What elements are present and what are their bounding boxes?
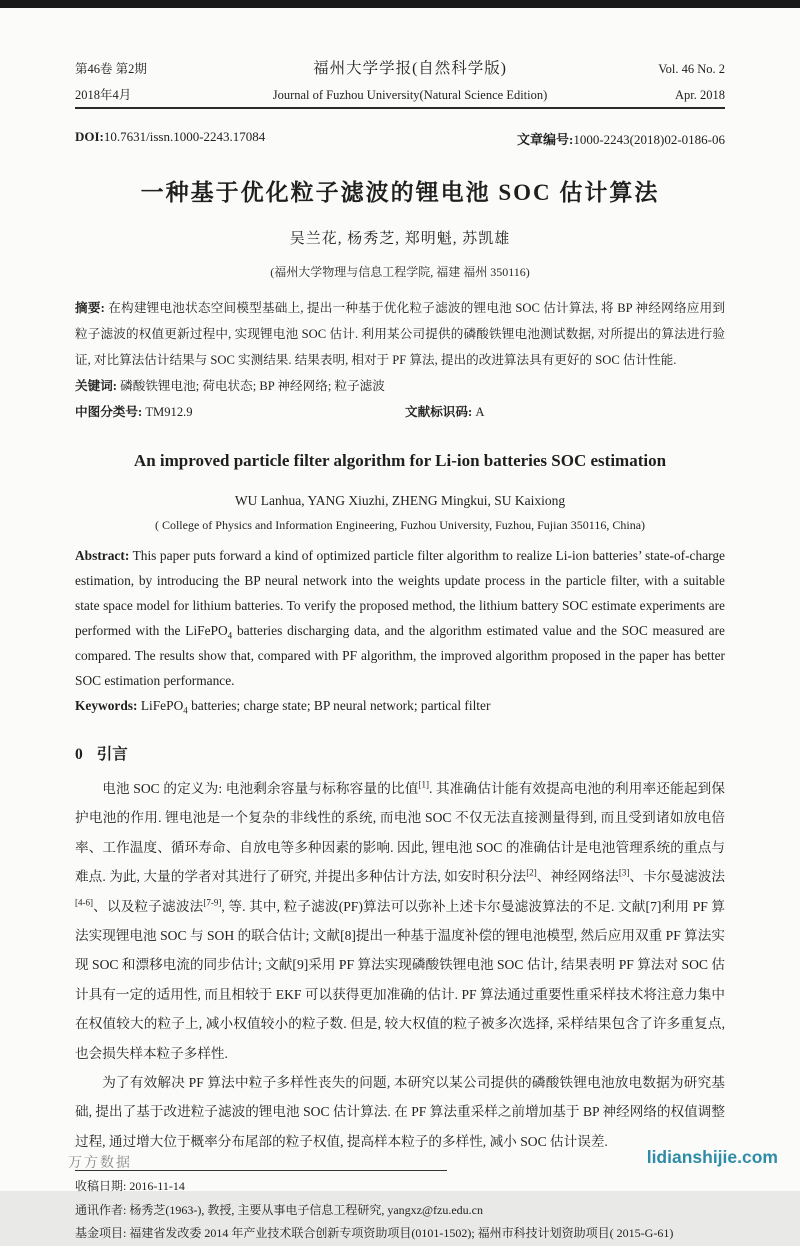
intro-paragraph-1: 电池 SOC 的定义为: 电池剩余容量与标称容量的比值[1]. 其准确估计能有效提高电池的利用率还能起到保护电池的作用. 锂电池是一个复杂的非线性的系统, 而电池 SOC 不仅无法直接测量得到, 而且受到诸如放电倍率、工作温度、循环寿命、自放电等多种因素的影响. 因此, 锂电池 SOC 的准确估计是电池管理系统的重点与难点. 为此, 大量的学者对其进行了研究, 并提出多种估计方法, 如安时积分法[2]、神经网络法[3]、卡尔曼滤波法[4-6]、以及粒子滤波法[7-9], 等. 其中, 粒子滤波(PF)算法可以弥补上述卡尔曼滤波算法的不足. 文献[7]利用 PF 算法实现锂电池 SOC 与 SOH 的联合估计; 文献[8]提出一种基于温度补偿的锂电池模型, 然后应用双重 PF 算法实现 SOC 和漂移电流的同步估计; 文献[9]采用 PF 算法实现磷酸铁锂电池 SOC 估计, 结果表明 PF 算法对 SOC 估计具有一定的适用性, 而且相较于 EKF 可以获得更加准确的估计. PF 算法通过重要性重采样技术将注意力集中在权值较大的粒子上, 减小权值较小的粒子数. 但是, 较大权值的粒子被多次选择, 采样结果包含了许多重复点, 也会损失样本粒子多样性. [75,779,726,1061]
footnote-corresponding: 通讯作者: 杨秀芝(1963-), 教授, 主要从事电子信息工程研究, yangxz@fzu.edu.cn [75,1202,484,1217]
abstract-label-en: Abstract: [75,548,130,563]
abstract-text-en: Abstract: This paper puts forward a kind of optimized particle filter algorithm to realize Li-ion batteries’ state-of-charge estimation, by introducing the BP neural network into the weights update process in the particle filter, with a suitable state space model for lithium batteries. To verify the proposed method, the lithium battery SOC estimate experiments are performed with the LiFePO$_4$ batteries discharging data, and the algorithm estimated value and the SOC measured are compared. The results show that, compared with PF algorithm, the improved algorithm proposed in the paper has better SOC estimation performance. [75,548,725,688]
article-number-value: 1000-2243(2018)02-0186-06 [573,132,725,147]
section-heading-intro [75,742,725,764]
chemical-subscript: 4 [227,630,233,641]
abstract-label-cn: 摘要: [75,301,105,315]
abstract-en [75,543,725,718]
keywords-en: Keywords: LiFePO$_4$ batteries; charge state; BP neural network; partical filter [75,698,491,716]
abstract-cn [75,295,725,425]
section-title: 引言 [96,746,128,763]
classification-row [75,399,725,425]
keywords-label-cn: 关键词: [75,379,117,393]
intro-paragraph-2: 为了有效解决 PF 算法中粒子多样性丧失的问题, 本研究以某公司提供的磷酸铁锂电池放电数据为研究基础, 提出了基于改进粒子滤波的锂电池 SOC 估计算法. 在 PF 算法重采样之前增加基于 BP 神经网络的权值调整过程, 通过增大位于概率分布尾部的粒子权值, 提高样本粒子的多样性, 减小 SOC 估计误差. [75,1075,725,1149]
footnote-block [75,1170,725,1246]
affiliation-en: ( College of Physics and Information Engineering, Fuzhou University, Fuzhou, Fujian 350116, China) [154,518,646,532]
section-number: 0 [75,746,83,763]
scan-edge-top [0,0,800,8]
authors-en: WU Lanhua, YANG Xiuzhi, ZHENG Mingkui, SU Kaixiong [234,493,566,508]
doi-article-row [75,129,725,148]
doi [75,129,265,148]
doi-value: 10.7631/issn.1000-2243.17084 [103,129,266,144]
doi-label: DOI: [75,129,104,144]
paper-title-en: An improved particle filter algorithm for Li-ion batteries SOC estimation [133,451,667,470]
footnote-received: 收稿日期: 2016-11-14 [75,1179,185,1194]
citation-ref: [7-9] [203,897,222,908]
volume-issue-cn: 第46卷 第2期 [75,62,147,76]
footnote-fund: 基金项目: 福建省发改委 2014 年产业技术联合创新专项资助项目(0101-1502); 福州市科技计划资助项目( 2015-G-61) [75,1226,674,1241]
citation-ref: [3] [618,867,630,878]
paper-title-cn: 一种基于优化粒子滤波的锂电池 SOC 估计算法 [140,180,660,205]
journal-title-en: Journal of Fuzhou University(Natural Science Edition) [272,88,548,102]
issue-date-en: Apr. 2018 [675,88,725,102]
citation-ref: [4-6] [75,897,93,908]
chemical-subscript: 4 [183,705,188,716]
lidianshijie-watermark[interactable]: lidianshijie.com [646,1147,778,1167]
document-code: 文献标识码: A [405,405,485,419]
affiliation-cn: (福州大学物理与信息工程学院, 福建 福州 350116) [270,265,530,279]
wanfang-watermark: 万方数据 [68,1156,132,1171]
keywords-cn: 关键词: 磷酸铁锂电池; 荷电状态; BP 神经网络; 粒子滤波 [75,379,385,393]
masthead [75,56,725,109]
abstract-text-cn: 摘要: 在构建锂电池状态空间模型基础上, 提出一种基于优化粒子滤波的锂电池 SOC 估计算法, 将 BP 神经网络应用到粒子滤波的权值更新过程中, 实现锂电池 SOC 估计. 利用某公司提供的磷酸铁锂电池测试数据, 对所提出的算法进行验证, 对比算法估计结果与 SOC 实测结果. 结果表明, 相对于 PF 算法, 提出的改进算法具有更好的 SOC 估计性能. [75,301,725,367]
article-number-label: 文章编号: [517,132,574,147]
volume-issue-en: Vol. 46 No. 2 [658,62,725,76]
citation-ref: [2] [526,867,537,878]
issue-date-cn: 2018年4月 [75,88,132,102]
authors-cn: 吴兰花, 杨秀芝, 郑明魁, 苏凯雄 [289,231,511,247]
clc-number: 中图分类号: TM912.9 [75,405,193,419]
journal-title-cn: 福州大学学报(自然科学版) [313,60,507,77]
citation-ref: [1] [418,779,430,790]
article-number [517,129,725,148]
keywords-label-en: Keywords: [75,698,138,713]
